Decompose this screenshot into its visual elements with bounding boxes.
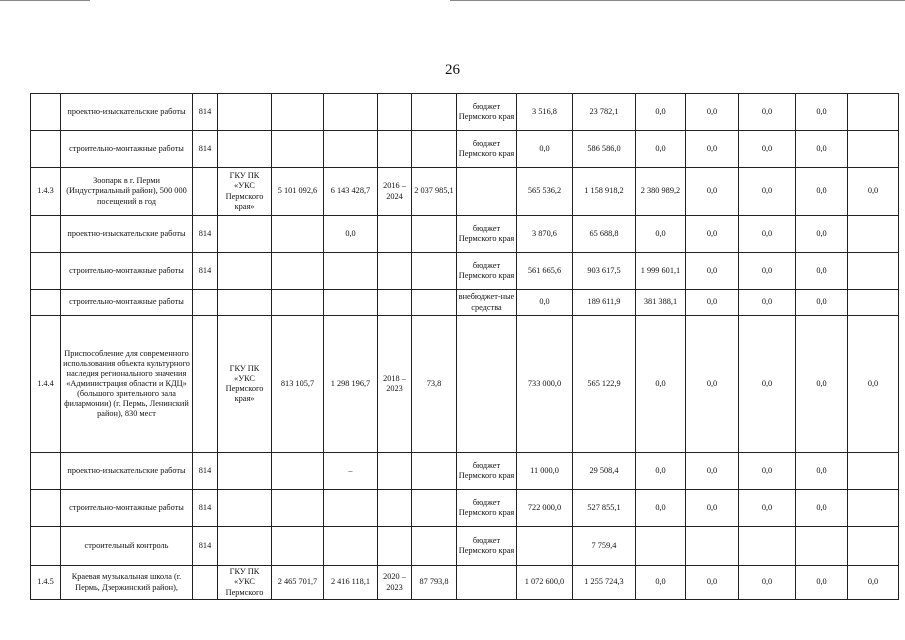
customer: ГКУ ПК «УКС Пермского края» — [218, 316, 272, 453]
estimated-cost — [272, 131, 324, 168]
object-name: строительный контроль — [61, 527, 193, 566]
period — [378, 216, 412, 253]
funding-source: бюджет Пермского края — [457, 453, 517, 490]
table-row — [31, 527, 899, 566]
value-col-7 — [848, 253, 899, 290]
funding-source — [457, 316, 517, 453]
value-col-1: 0,0 — [517, 131, 573, 168]
object-name: проектно-изыскательские работы — [61, 216, 193, 253]
estimated-cost — [272, 490, 324, 527]
current-cost — [324, 94, 378, 131]
value-col-6: 0,0 — [796, 94, 848, 131]
estimated-cost — [272, 216, 324, 253]
value-col-6: 0,0 — [796, 168, 848, 216]
value-col-1 — [517, 527, 573, 566]
value-col-3: 0,0 — [636, 490, 686, 527]
value-col-5: 0,0 — [739, 168, 796, 216]
funding-source: бюджет Пермского края — [457, 216, 517, 253]
value-col-7 — [848, 216, 899, 253]
row-number — [31, 490, 61, 527]
value-col-1: 565 536,2 — [517, 168, 573, 216]
value-col-1: 3 516,8 — [517, 94, 573, 131]
customer — [218, 453, 272, 490]
estimated-cost — [272, 453, 324, 490]
funding-source: бюджет Пермского края — [457, 490, 517, 527]
value-col-2: 1 158 918,2 — [573, 168, 636, 216]
value-col-7 — [848, 131, 899, 168]
table-row — [31, 168, 899, 216]
value-col-4 — [686, 527, 739, 566]
period: 2018 – 2023 — [378, 316, 412, 453]
funding-source: бюджет Пермского края — [457, 94, 517, 131]
value-col-4: 0,0 — [686, 490, 739, 527]
value-col-1: 561 665,6 — [517, 253, 573, 290]
funding-source: внебюджет-ные средства — [457, 290, 517, 316]
table-row — [31, 316, 899, 453]
value-col-5: 0,0 — [739, 253, 796, 290]
current-cost: 1 298 196,7 — [324, 316, 378, 453]
value-col-4: 0,0 — [686, 131, 739, 168]
value-col-3: 1 999 601,1 — [636, 253, 686, 290]
customer — [218, 527, 272, 566]
current-cost: – — [324, 453, 378, 490]
value-col-6: 0,0 — [796, 316, 848, 453]
value-col-3: 0,0 — [636, 566, 686, 600]
object-name: строительно-монтажные работы — [61, 253, 193, 290]
value-col-4: 0,0 — [686, 253, 739, 290]
value-col-4: 0,0 — [686, 566, 739, 600]
funding-source: бюджет Пермского края — [457, 527, 517, 566]
current-cost: 2 416 118,1 — [324, 566, 378, 600]
period: 2020 – 2023 — [378, 566, 412, 600]
value-col-1: 722 000,0 — [517, 490, 573, 527]
current-cost: 6 143 428,7 — [324, 168, 378, 216]
customer — [218, 94, 272, 131]
funding-source — [457, 566, 517, 600]
grbs-code — [193, 290, 218, 316]
value-col-7 — [848, 490, 899, 527]
grbs-code: 814 — [193, 216, 218, 253]
page-number: 26 — [445, 62, 460, 78]
value-col-5: 0,0 — [739, 94, 796, 131]
customer — [218, 131, 272, 168]
object-name: Краевая музыкальная школа (г. Пермь, Дзержинский район), — [61, 566, 193, 600]
grbs-code: 814 — [193, 453, 218, 490]
value-col-6: 0,0 — [796, 216, 848, 253]
row-number — [31, 94, 61, 131]
period — [378, 94, 412, 131]
value-col-2: 527 855,1 — [573, 490, 636, 527]
current-cost — [324, 490, 378, 527]
value-col-7 — [848, 94, 899, 131]
value-col-4: 0,0 — [686, 216, 739, 253]
value-col-3: 0,0 — [636, 94, 686, 131]
period — [378, 131, 412, 168]
object-name: Зоопарк в г. Перми (Индустриальный район), 500 000 посещений в год — [61, 168, 193, 216]
row-number — [31, 216, 61, 253]
value-col-1: 1 072 600,0 — [517, 566, 573, 600]
current-cost — [324, 253, 378, 290]
row-number — [31, 131, 61, 168]
grbs-code: 814 — [193, 131, 218, 168]
period — [378, 527, 412, 566]
value-col-7: 0,0 — [848, 316, 899, 453]
capacity: 73,8 — [412, 316, 457, 453]
period: 2016 – 2024 — [378, 168, 412, 216]
value-col-1: 733 000,0 — [517, 316, 573, 453]
value-col-2: 7 759,4 — [573, 527, 636, 566]
object-name: проектно-изыскательские работы — [61, 453, 193, 490]
value-col-3: 0,0 — [636, 216, 686, 253]
grbs-code: 814 — [193, 94, 218, 131]
value-col-6: 0,0 — [796, 566, 848, 600]
grbs-code: 814 — [193, 253, 218, 290]
value-col-6: 0,0 — [796, 253, 848, 290]
capacity: 87 793,8 — [412, 566, 457, 600]
capacity — [412, 490, 457, 527]
funding-source — [457, 168, 517, 216]
table-row — [31, 216, 899, 253]
value-col-2: 189 611,9 — [573, 290, 636, 316]
value-col-2: 29 508,4 — [573, 453, 636, 490]
value-col-2: 23 782,1 — [573, 94, 636, 131]
capacity — [412, 131, 457, 168]
value-col-7 — [848, 527, 899, 566]
value-col-7 — [848, 453, 899, 490]
value-col-5: 0,0 — [739, 316, 796, 453]
object-name: строительно-монтажные работы — [61, 290, 193, 316]
value-col-3 — [636, 527, 686, 566]
value-col-4: 0,0 — [686, 316, 739, 453]
investment-objects-table — [30, 93, 899, 600]
customer: ГКУ ПК «УКС Пермского — [218, 566, 272, 600]
customer — [218, 253, 272, 290]
capacity — [412, 290, 457, 316]
scan-line-fragment — [0, 0, 90, 1]
period — [378, 290, 412, 316]
value-col-5: 0,0 — [739, 490, 796, 527]
value-col-5: 0,0 — [739, 216, 796, 253]
value-col-7: 0,0 — [848, 168, 899, 216]
value-col-7 — [848, 290, 899, 316]
value-col-3: 0,0 — [636, 316, 686, 453]
value-col-5: 0,0 — [739, 453, 796, 490]
capacity — [412, 94, 457, 131]
grbs-code — [193, 316, 218, 453]
row-number — [31, 453, 61, 490]
value-col-6 — [796, 527, 848, 566]
customer — [218, 290, 272, 316]
estimated-cost: 5 101 092,6 — [272, 168, 324, 216]
value-col-5: 0,0 — [739, 131, 796, 168]
grbs-code — [193, 566, 218, 600]
value-col-2: 903 617,5 — [573, 253, 636, 290]
value-col-5: 0,0 — [739, 290, 796, 316]
table-row — [31, 290, 899, 316]
customer — [218, 216, 272, 253]
row-number — [31, 527, 61, 566]
capacity — [412, 527, 457, 566]
grbs-code: 814 — [193, 527, 218, 566]
table-row — [31, 131, 899, 168]
row-number — [31, 290, 61, 316]
value-col-2: 586 586,0 — [573, 131, 636, 168]
value-col-2: 565 122,9 — [573, 316, 636, 453]
estimated-cost: 813 105,7 — [272, 316, 324, 453]
object-name: проектно-изыскательские работы — [61, 94, 193, 131]
capacity: 2 037 985,1 — [412, 168, 457, 216]
value-col-6: 0,0 — [796, 131, 848, 168]
value-col-6: 0,0 — [796, 290, 848, 316]
value-col-4: 0,0 — [686, 168, 739, 216]
value-col-6: 0,0 — [796, 490, 848, 527]
funding-source: бюджет Пермского края — [457, 253, 517, 290]
capacity — [412, 216, 457, 253]
table-row — [31, 490, 899, 527]
value-col-3: 2 380 989,2 — [636, 168, 686, 216]
object-name: Приспособление для современного использования объекта культурного наследия регионального значения «Администрация области и КДЦ» (большого зрительного зала филармонии) (г. Пермь, Ленинский район), 830 мест — [61, 316, 193, 453]
value-col-5: 0,0 — [739, 566, 796, 600]
period — [378, 453, 412, 490]
current-cost — [324, 131, 378, 168]
capacity — [412, 253, 457, 290]
customer: ГКУ ПК «УКС Пермского края» — [218, 168, 272, 216]
value-col-2: 1 255 724,3 — [573, 566, 636, 600]
value-col-1: 3 870,6 — [517, 216, 573, 253]
value-col-4: 0,0 — [686, 290, 739, 316]
estimated-cost — [272, 527, 324, 566]
estimated-cost — [272, 253, 324, 290]
row-number: 1.4.3 — [31, 168, 61, 216]
estimated-cost — [272, 94, 324, 131]
value-col-3: 0,0 — [636, 453, 686, 490]
current-cost — [324, 527, 378, 566]
value-col-4: 0,0 — [686, 94, 739, 131]
value-col-4: 0,0 — [686, 453, 739, 490]
value-col-3: 381 388,1 — [636, 290, 686, 316]
value-col-2: 65 688,8 — [573, 216, 636, 253]
value-col-1: 0,0 — [517, 290, 573, 316]
current-cost: 0,0 — [324, 216, 378, 253]
object-name: строительно-монтажные работы — [61, 131, 193, 168]
value-col-1: 11 000,0 — [517, 453, 573, 490]
value-col-6: 0,0 — [796, 453, 848, 490]
table-row — [31, 94, 899, 131]
row-number: 1.4.5 — [31, 566, 61, 600]
estimated-cost: 2 465 701,7 — [272, 566, 324, 600]
row-number: 1.4.4 — [31, 316, 61, 453]
grbs-code: 814 — [193, 490, 218, 527]
object-name: строительно-монтажные работы — [61, 490, 193, 527]
row-number — [31, 253, 61, 290]
customer — [218, 490, 272, 527]
value-col-3: 0,0 — [636, 131, 686, 168]
period — [378, 253, 412, 290]
grbs-code — [193, 168, 218, 216]
table-row — [31, 566, 899, 600]
value-col-5 — [739, 527, 796, 566]
capacity — [412, 453, 457, 490]
period — [378, 490, 412, 527]
table-row — [31, 453, 899, 490]
funding-source: бюджет Пермского края — [457, 131, 517, 168]
value-col-7: 0,0 — [848, 566, 899, 600]
estimated-cost — [272, 290, 324, 316]
current-cost — [324, 290, 378, 316]
scan-line-fragment — [450, 0, 905, 1]
table-row — [31, 253, 899, 290]
